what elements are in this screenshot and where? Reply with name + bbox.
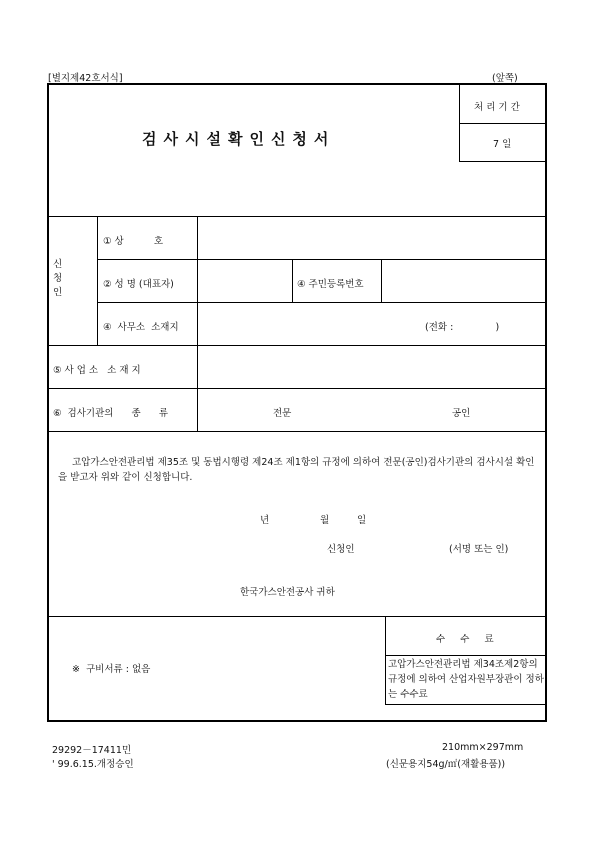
- form-title: 검사시설확인신청서: [142, 130, 336, 148]
- date-year-label: 년: [260, 515, 270, 526]
- processing-period-value: 7 일: [493, 139, 512, 150]
- inspection-option-certified[interactable]: 공인: [452, 408, 471, 419]
- representative-field[interactable]: [200, 262, 290, 300]
- signature-hint: (서명 또는 인): [449, 544, 509, 555]
- resident-number-field[interactable]: [384, 262, 544, 300]
- processing-period-label: 처 리 기 간: [474, 102, 520, 113]
- inspection-option-specialized[interactable]: 전문: [273, 408, 292, 419]
- paper-size: 210mm×297mm: [442, 742, 524, 753]
- representative-label: ② 성 명 (대표자): [103, 279, 174, 290]
- form-code: 29292－17411민: [52, 745, 132, 756]
- inspection-type-label: ⑥ 검사기관의 종 류: [53, 408, 169, 419]
- applicant-signature-label: 신청인: [327, 544, 355, 555]
- required-documents: ※ 구비서류 : 없음: [72, 664, 151, 675]
- application-statement: 고압가스안전관리법 제35조 및 동법시행령 제24조 제1항의 규정에 의하여 전문(공인)검사기관의 검사시설 확인을 받고자 위와 같이 신청합니다.: [58, 457, 535, 483]
- office-address-label: ④ 사무소 소재지: [103, 322, 179, 333]
- office-address-field[interactable]: [200, 305, 420, 343]
- phone-label: (전화 : ): [425, 322, 500, 333]
- fee-description: 고압가스안전관리법 제34조제2항의 규정에 의하여 산업자원부장관이 정하는 수수료: [388, 659, 544, 700]
- form-number: [별지제42호서식]: [48, 73, 123, 84]
- workplace-address-label: ⑤ 사 업 소 소 재 지: [53, 365, 141, 376]
- applicant-group-label: 신 청 인: [53, 259, 63, 298]
- fee-label: 수 수 료: [436, 634, 494, 645]
- approval-date: ' 99.6.15.개정승인: [52, 759, 134, 770]
- workplace-address-field[interactable]: [200, 348, 544, 386]
- date-day-label: 일: [357, 515, 367, 526]
- recipient-label: 한국가스안전공사 귀하: [240, 587, 335, 598]
- page-side-label: (앞쪽): [492, 73, 518, 84]
- company-name-label: ① 상 호: [103, 236, 164, 247]
- date-month-label: 월: [320, 515, 330, 526]
- paper-type: (신문용지54g/㎡(재활용품)): [386, 759, 506, 770]
- company-name-field[interactable]: [200, 219, 544, 257]
- resident-number-label: ④ 주민등록번호: [297, 279, 364, 290]
- applicant-signature-field[interactable]: [365, 535, 445, 555]
